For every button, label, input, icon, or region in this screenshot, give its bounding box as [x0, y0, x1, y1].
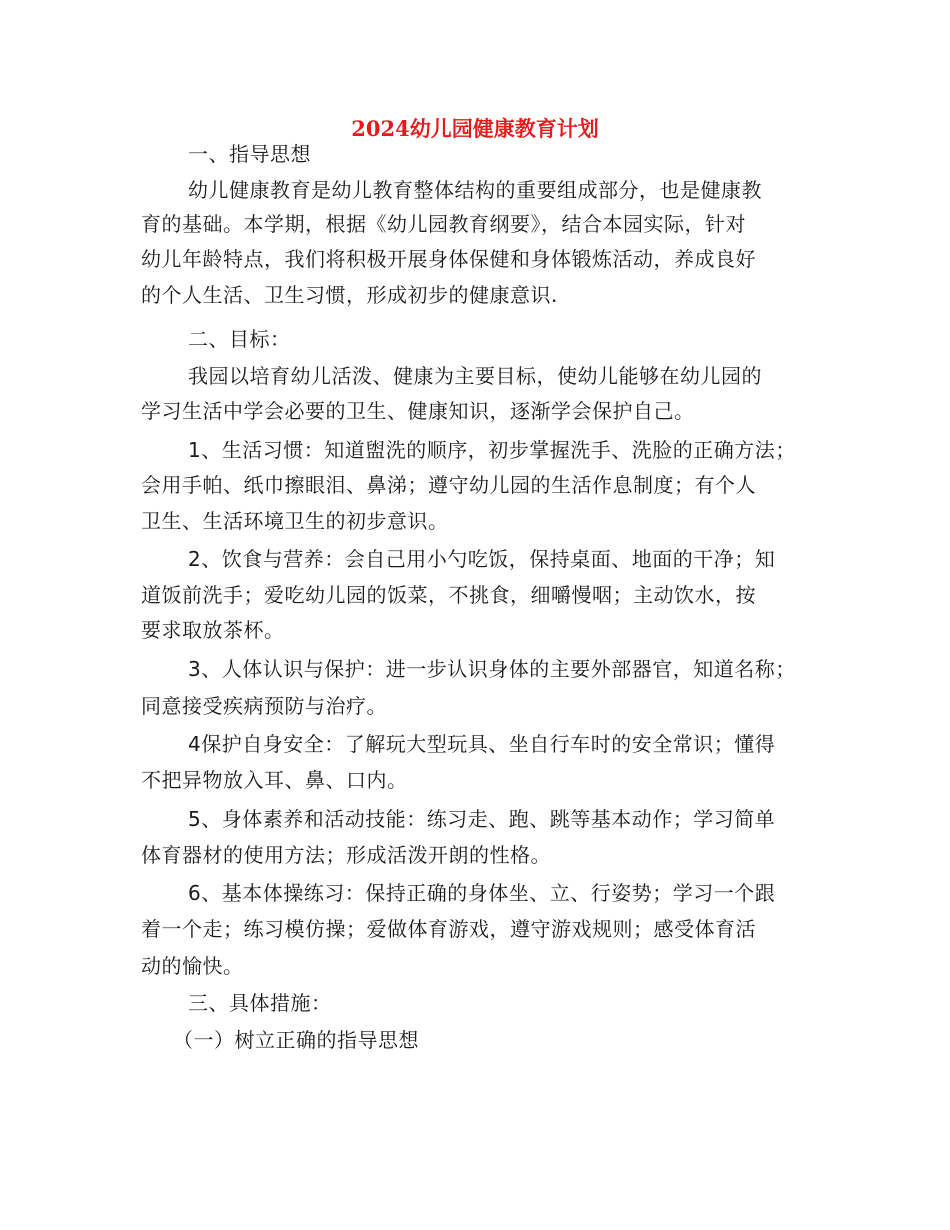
list-item-line: 不把异物放入耳、鼻、口内。 [141, 768, 408, 792]
list-item-line: 5、身体素养和活动技能：练习走、跑、跳等基本动作；学习简单 [188, 807, 776, 831]
paragraph-line: 学习生活中学会必要的卫生、健康知识，逐渐学会保护自己。 [141, 399, 695, 423]
list-item-line: 6、基本体操练习：保持正确的身体坐、立、行姿势；学习一个跟 [188, 881, 776, 905]
paragraph-line: 的个人生活、卫生习惯，形成初步的健康意识. [141, 283, 558, 307]
list-item-line: 会用手帕、纸巾擦眼泪、鼻涕；遵守幼儿园的生活作息制度；有个人 [141, 473, 756, 497]
heading-measures: 三、具体措施： [188, 991, 332, 1015]
list-item-line: 3、人体认识与保护：进一步认识身体的主要外部器官，知道名称； [188, 657, 796, 681]
list-item-line: 2、饮食与营养：会自己用小勺吃饭，保持桌面、地面的干净；知 [188, 547, 776, 571]
list-item-line: 要求取放茶杯。 [141, 618, 285, 642]
list-item-line: 动的愉快。 [141, 954, 244, 978]
heading-goals: 二、目标： [188, 327, 291, 351]
list-item-line: 道饭前洗手；爱吃幼儿园的饭菜，不挑食，细嚼慢咽；主动饮水，按 [141, 583, 756, 607]
list-item-line: 同意接受疾病预防与治疗。 [141, 694, 387, 718]
list-item-line: 着一个走；练习模仿操；爱做体育游戏，遵守游戏规则；感受体育活 [141, 917, 756, 941]
subheading-guiding-thought: （一）树立正确的指导思想 [173, 1028, 419, 1052]
list-item-line: 卫生、生活环境卫生的初步意识。 [141, 509, 449, 533]
document-title: 2024幼儿园健康教育计划 [351, 116, 599, 141]
heading-guiding-thought: 一、指导思想 [188, 142, 311, 166]
list-item-line: 体育器材的使用方法；形成活泼开朗的性格。 [141, 843, 551, 867]
list-item-line: 4保护自身安全：了解玩大型玩具、坐自行车时的安全常识；懂得 [188, 732, 776, 756]
paragraph-line: 育的基础。本学期，根据《幼儿园教育纲要》，结合本园实际，针对 [141, 212, 746, 236]
paragraph-line: 幼儿年龄特点，我们将积极开展身体保健和身体锻炼活动，养成良好 [141, 247, 756, 271]
paragraph-line: 我园以培育幼儿活泼、健康为主要目标，使幼儿能够在幼儿园的 [188, 364, 762, 388]
paragraph-line: 幼儿健康教育是幼儿教育整体结构的重要组成部分，也是健康教 [188, 178, 762, 202]
list-item-line: 1、生活习惯：知道盥洗的顺序，初步掌握洗手、洗脸的正确方法； [188, 438, 796, 462]
